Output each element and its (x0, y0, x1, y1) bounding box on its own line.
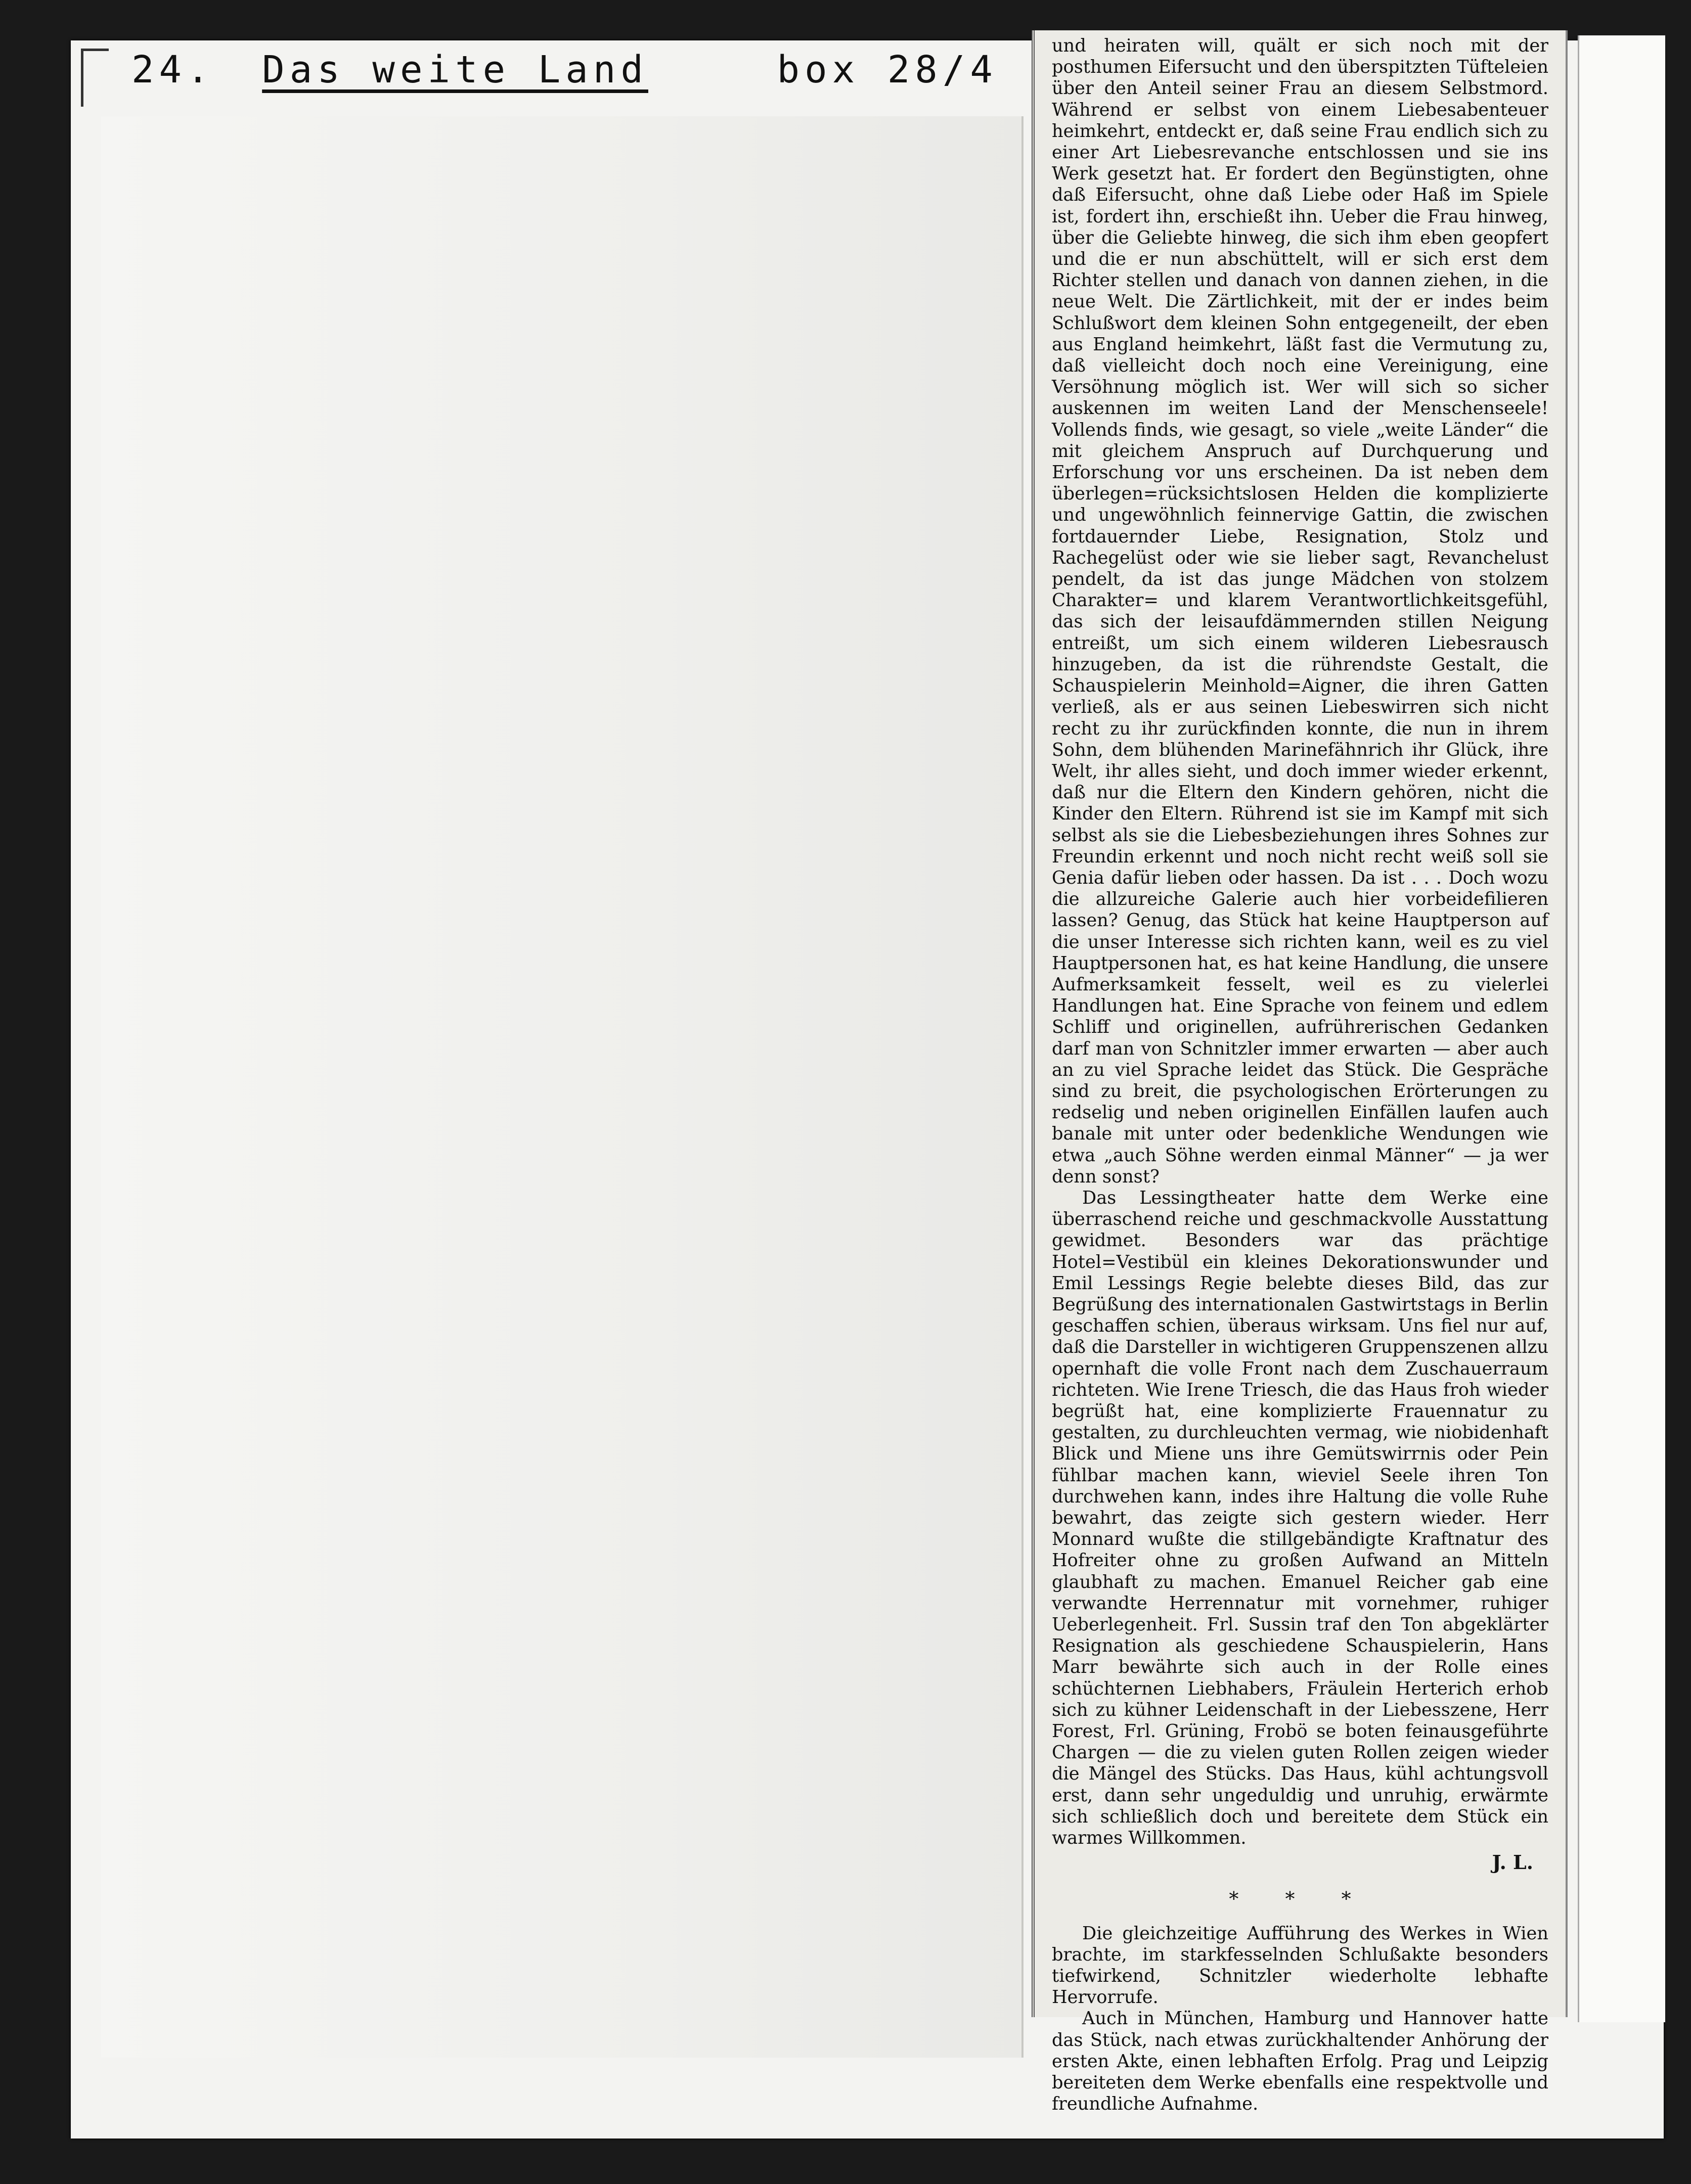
box-label: box 28/4 (777, 48, 998, 92)
review-paragraph-1: und heiraten will, quält er sich noch mit der posthumen Eifersucht und den überspitzten Tüfteleien über den Anteil seiner Frau an diesem Selbstmord. Während er selbst von einem Liebesabenteuer heimkehrt, entdeckt er, daß seine Frau endlich sich zu einer Art Liebesrevanche entschlossen und sie ins Werk gesetzt hat. Er fordert den Begünstigten, ohne daß Eifersucht, ohne daß Liebe oder Haß im Spiele ist, fordert ihn, erschießt ihn. Ueber die Frau hinweg, über die Geliebte hinweg, die sich ihm eben geopfert und die er nun abschüttelt, will er sich erst dem Richter stellen und danach von dannen ziehen, in die neue Welt. Die Zärtlichkeit, mit der er indes beim Schlußwort dem kleinen Sohn entgegeneilt, der eben aus England heimkehrt, läßt fast die Vermutung zu, daß vielleicht doch noch eine Vereinigung, eine Versöhnung möglich ist. Wer will sich so sicher auskennen im weiten Land der Menschenseele! Vollends finds, wie gesagt, so viele „weite Länder“ die mit gleichem Anspruch auf Durchquerung und Erforschung vor uns erscheinen. Da ist neben dem überlegen=rücksichtslosen Helden die komplizierte und ungewöhnlich feinnervige Gattin, die zwischen fortdauernder Liebe, Resignation, Stolz und Rachegelüst oder wie sie lieber sagt, Revanchelust pendelt, da ist das junge Mädchen von stolzem Charakter= und klarem Verantwortlichkeitsgefühl, das sich der leisaufdämmernden stillen Neigung entreißt, um sich einem wilderen Liebesrausch hinzugeben, da ist die rührendste Gestalt, die Schauspielerin Meinhold=Aigner, die ihren Gatten verließ, als er aus seinen Liebeswirren sich nicht recht zu ihr zurückfinden konnte, die nun in ihrem Sohn, dem blühenden Marinefähnrich ihr Glück, ihre Welt, ihr alles sieht, und doch immer wieder erkennt, daß nur die Eltern den Kindern gehören, nicht die Kinder den Eltern. Rührend ist sie im Kampf mit sich selbst als sie die Liebesbeziehungen ihres Sohnes zur Freundin erkennt und noch nicht recht weiß soll sie Genia dafür lieben oder hassen. Da ist . . . Doch wozu die allzureiche Galerie auch hier vorbeidefilieren lassen? Genug, das Stück hat keine Hauptperson auf die unser Interesse sich richten kann, weil es zu viel Hauptpersonen hat, es hat keine Handlung, die unsere Aufmerksamkeit fesselt, weil es zu vielerlei Handlungen hat. Eine Sprache von feinem und edlem Schliff und originellen, aufrührerischen Gedanken darf man von Schnitzler immer erwarten — aber auch an zu viel Sprache leidet das Stück. Die Gespräche sind zu breit, die psychologischen Erörterungen zu redselig und neben originellen Einfällen laufen auch banale mit unter oder bedenkliche Wendungen wie etwa „auch Söhne werden einmal Männer“ — ja wer denn sonst? (1052, 35, 1548, 1187)
right-margin-strip (1578, 35, 1665, 2022)
news-paragraph-1: Die gleichzeitige Aufführung des Werkes in Wien brachte, im starkfesselnden Schlußakte besonders tiefwirkend, Schnitzler wiederholte lebhafte Hervorrufe. (1052, 1923, 1548, 2008)
section-separator: * * * (1229, 1888, 1371, 1910)
folder-number: 24. (131, 48, 214, 92)
newspaper-clipping (1032, 30, 1568, 2115)
blank-mount-area (101, 116, 1024, 2058)
news-paragraph-2: Auch in München, Hamburg und Hannover hatte das Stück, nach etwas zurückhaltender Anhörung der ersten Akte, einen lebhaften Erfolg. Prag und Leipzig bereiteten dem Werke ebenfalls eine respektvolle und freundliche Aufnahme. (1052, 2008, 1548, 2115)
review-paragraph-2: Das Lessingtheater hatte dem Werke eine überraschend reiche und geschmackvolle Ausstattung gewidmet. Besonders war das prächtige Hotel=Vestibül ein kleines Dekorationswunder und Emil Lessings Regie belebte dieses Bild, das zur Begrüßung des internationalen Gastwirtstags in Berlin geschaffen schien, überaus wirksam. Uns fiel nur auf, daß die Darsteller in wichtigeren Gruppenszenen allzu opernhaft die volle Front nach dem Zuschauerraum richteten. Wie Irene Triesch, die das Haus froh wieder begrüßt hat, eine komplizierte Frauennatur zu gestalten, zu durchleuchten vermag, wie niobidenhaft Blick und Miene uns ihre Gemütswirrnis oder Pein fühlbar machen kann, wieviel Seele ihren Ton durchwehen kann, indes ihre Haltung die volle Ruhe bewahrt, das zeigte sich gestern wieder. Herr Monnard wußte die stillgebändigte Kraftnatur des Hofreiter ohne zu großen Aufwand an Mitteln glaubhaft zu machen. Emanuel Reicher gab eine verwandte Herrennatur mit vornehmer, ruhiger Ueberlegenheit. Frl. Sussin traf den Ton abgeklärter Resignation als geschiedene Schauspielerin, Hans Marr bewährte sich auch in der Rolle eines schüchternen Liebhabers, Fräulein Herterich erhob sich zu kühner Leidenschaft in der Liebesszene, Herr Forest, Frl. Grüning, Frobö se boten feinausgeführte Chargen — die zu vielen guten Rollen zeigen wieder die Mängel des Stücks. Das Haus, kühl achtungsvoll erst, dann sehr ungeduldig und unruhig, erwärmte sich schließlich doch und bereitete dem Stück ein warmes Willkommen. (1052, 1187, 1548, 1849)
author-signature: J. L. (1492, 1851, 1533, 1874)
folder-title: Das weite Land (262, 48, 648, 92)
corner-bracket-mark (81, 49, 109, 107)
clipping-text (1052, 35, 1548, 2115)
folder-header (131, 48, 998, 92)
